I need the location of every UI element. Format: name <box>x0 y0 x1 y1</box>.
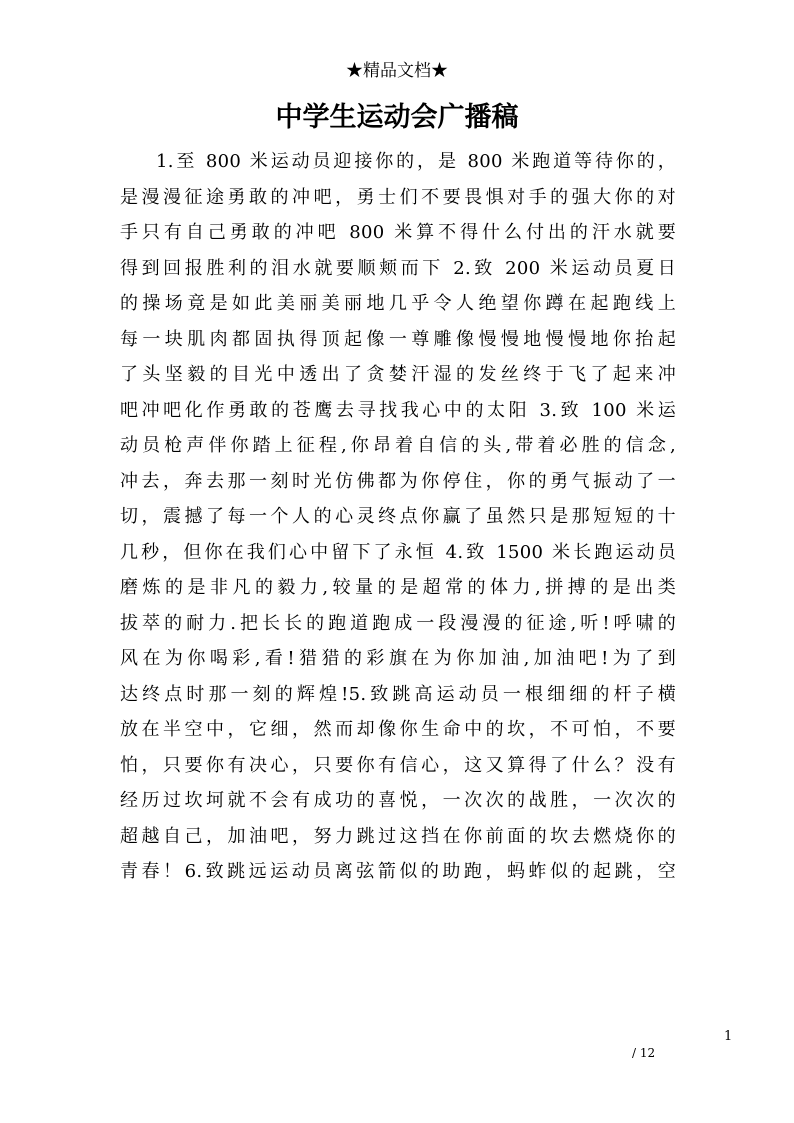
text-line: 手只有自己勇敢的冲吧 800 米算不得什么付出的汗水就要 <box>120 222 676 243</box>
text-line: 几秒，但你在我们心中留下了永恒 4.致 1500 米长跑运动员 <box>120 541 676 563</box>
text-line: 拔萃的耐力.把长长的跑道跑成一段漫漫的征途,听!呼啸的 <box>120 612 676 634</box>
text-line: 每一块肌肉都固执得顶起像一尊雕像慢慢地慢慢地你抬起 <box>120 328 676 350</box>
text-line: 冲去，奔去那一刻时光仿佛都为你停住，你的勇气振动了一 <box>120 470 676 492</box>
text-line: 怕，只要你有决心，只要你有信心，这又算得了什么？没有 <box>120 754 676 776</box>
text-line: 经历过坎坷就不会有成功的喜悦，一次次的战胜，一次次的 <box>120 790 676 811</box>
text-line: 得到回报胜利的泪水就要顺颊而下 2.致 200 米运动员夏日 <box>120 257 676 279</box>
text-line: 吧冲吧化作勇敢的苍鹰去寻找我心中的太阳 3.致 100 米运 <box>120 399 676 421</box>
header-mark: ★精品文档★ <box>346 61 448 81</box>
page-number: 1 <box>724 1029 733 1044</box>
text-line: 超越自己，加油吧，努力跳过这挡在你前面的坎去燃烧你的 <box>120 825 676 847</box>
text-line: 青春！6.致跳远运动员离弦箭似的助跑，蚂蚱似的起跳，空 <box>120 861 676 882</box>
text-line: 风在为你喝彩,看!猎猎的彩旗在为你加油,加油吧!为了到 <box>120 648 676 669</box>
text-line: 1.至 800 米运动员迎接你的，是 800 米跑道等待你的， <box>156 151 676 172</box>
text-line: 动员枪声伴你踏上征程,你昂着自信的头,带着必胜的信念, <box>120 435 676 456</box>
text-line: 了头坚毅的目光中透出了贪婪汗湿的发丝终于飞了起来冲 <box>120 364 676 385</box>
text-line: 的操场竟是如此美丽美丽地几乎令人绝望你蹲在起跑线上 <box>120 293 676 314</box>
text-line: 是漫漫征途勇敢的冲吧，勇士们不要畏惧对手的强大你的对 <box>120 186 676 208</box>
text-line: 放在半空中，它细，然而却像你生命中的坎，不可怕，不要 <box>120 719 676 740</box>
page-count: / 12 <box>632 1046 656 1060</box>
document-title: 中学生运动会广播稿 <box>275 102 519 133</box>
text-line: 磨炼的是非凡的毅力,较量的是超常的体力,拼搏的是出类 <box>120 577 676 598</box>
document-body <box>120 144 676 890</box>
text-line: 达终点时那一刻的辉煌!5.致跳高运动员一根细细的杆子横 <box>120 683 676 705</box>
text-line: 切，震撼了每一个人的心灵终点你赢了虽然只是那短短的十 <box>120 506 676 527</box>
